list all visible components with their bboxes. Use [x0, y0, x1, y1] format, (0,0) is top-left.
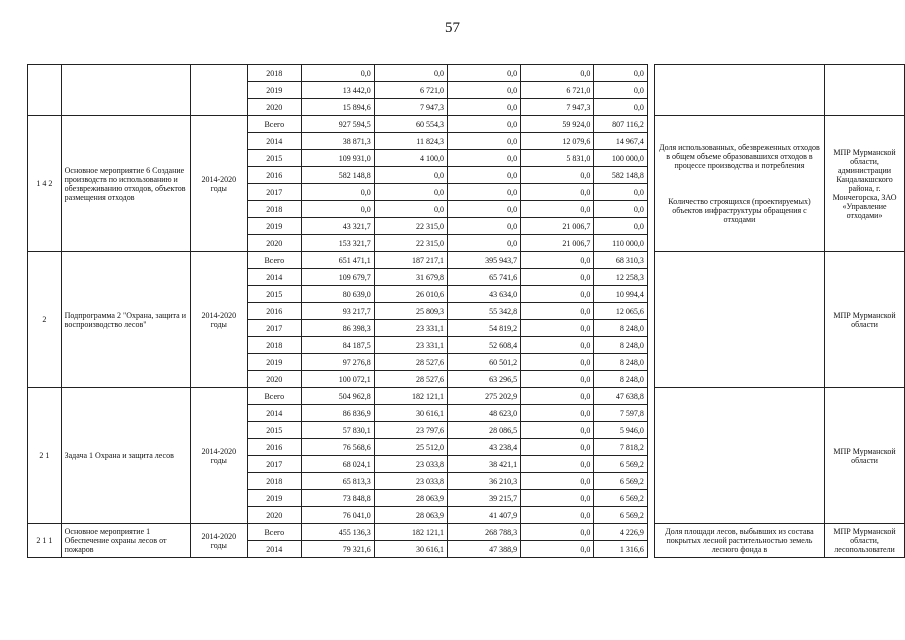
- value-cell: 0,0: [374, 167, 447, 184]
- item-name: [61, 65, 190, 116]
- executor-cell: МПР Мурманской области: [825, 252, 905, 388]
- value-cell: 4 100,0: [374, 150, 447, 167]
- year-cell: 2014: [248, 133, 302, 150]
- value-cell: 23 331,1: [374, 320, 447, 337]
- value-cell: 39 215,7: [447, 490, 520, 507]
- item-number: 2 1: [28, 388, 62, 524]
- year-cell: 2017: [248, 456, 302, 473]
- value-cell: 28 527,6: [374, 354, 447, 371]
- value-cell: 6 569,2: [594, 507, 648, 524]
- value-cell: 23 797,6: [374, 422, 447, 439]
- value-cell: 0,0: [521, 269, 594, 286]
- value-cell: 43 321,7: [301, 218, 374, 235]
- value-cell: 0,0: [521, 439, 594, 456]
- value-cell: 13 442,0: [301, 82, 374, 99]
- value-cell: 12 065,6: [594, 303, 648, 320]
- indicator-cell: [654, 65, 824, 116]
- value-cell: 41 407,9: [447, 507, 520, 524]
- value-cell: 0,0: [521, 422, 594, 439]
- value-cell: 109 679,7: [301, 269, 374, 286]
- value-cell: 76 568,6: [301, 439, 374, 456]
- value-cell: 0,0: [447, 235, 520, 252]
- value-cell: 0,0: [594, 201, 648, 218]
- year-cell: 2019: [248, 218, 302, 235]
- indicator-cell: [654, 388, 824, 524]
- column-gap: [647, 252, 654, 388]
- value-cell: 0,0: [521, 320, 594, 337]
- value-cell: 55 342,8: [447, 303, 520, 320]
- value-cell: 60 554,3: [374, 116, 447, 133]
- page-number: 57: [445, 20, 460, 36]
- item-period: 2014-2020 годы: [190, 388, 247, 524]
- value-cell: 275 202,9: [447, 388, 520, 405]
- year-cell: 2020: [248, 99, 302, 116]
- value-cell: 30 616,1: [374, 541, 447, 558]
- table-row: [28, 524, 905, 541]
- year-cell: 2016: [248, 167, 302, 184]
- year-cell: 2020: [248, 371, 302, 388]
- item-number: 2 1 1: [28, 524, 62, 558]
- budget-table: [27, 64, 905, 558]
- value-cell: 0,0: [447, 99, 520, 116]
- year-cell: 2019: [248, 354, 302, 371]
- value-cell: 0,0: [301, 65, 374, 82]
- value-cell: 59 924,0: [521, 116, 594, 133]
- value-cell: 12 258,3: [594, 269, 648, 286]
- column-gap: [647, 65, 654, 116]
- value-cell: 8 248,0: [594, 320, 648, 337]
- value-cell: 0,0: [521, 524, 594, 541]
- value-cell: 8 248,0: [594, 337, 648, 354]
- value-cell: 0,0: [521, 371, 594, 388]
- year-cell: Всего: [248, 388, 302, 405]
- value-cell: 1 316,6: [594, 541, 648, 558]
- value-cell: 8 248,0: [594, 371, 648, 388]
- value-cell: 0,0: [521, 354, 594, 371]
- value-cell: 0,0: [447, 133, 520, 150]
- column-gap: [647, 116, 654, 252]
- value-cell: 65 813,3: [301, 473, 374, 490]
- value-cell: 84 187,5: [301, 337, 374, 354]
- value-cell: 63 296,5: [447, 371, 520, 388]
- value-cell: 28 086,5: [447, 422, 520, 439]
- value-cell: 23 033,8: [374, 473, 447, 490]
- year-cell: Всего: [248, 116, 302, 133]
- value-cell: 93 217,7: [301, 303, 374, 320]
- value-cell: 6 721,0: [521, 82, 594, 99]
- value-cell: 0,0: [374, 201, 447, 218]
- value-cell: 0,0: [301, 201, 374, 218]
- value-cell: 0,0: [447, 167, 520, 184]
- year-cell: 2015: [248, 422, 302, 439]
- value-cell: 7 597,8: [594, 405, 648, 422]
- value-cell: 927 594,5: [301, 116, 374, 133]
- value-cell: 31 679,8: [374, 269, 447, 286]
- value-cell: 0,0: [521, 507, 594, 524]
- year-cell: 2018: [248, 65, 302, 82]
- value-cell: 0,0: [374, 184, 447, 201]
- value-cell: 0,0: [521, 303, 594, 320]
- value-cell: 0,0: [594, 82, 648, 99]
- value-cell: 52 608,4: [447, 337, 520, 354]
- value-cell: 0,0: [447, 184, 520, 201]
- executor-cell: МПР Мурманской области: [825, 388, 905, 524]
- executor-cell: МПР Мурманской области, лесопользователи: [825, 524, 905, 558]
- value-cell: 7 818,2: [594, 439, 648, 456]
- year-cell: 2014: [248, 541, 302, 558]
- value-cell: 0,0: [521, 405, 594, 422]
- column-gap: [647, 524, 654, 558]
- year-cell: 2016: [248, 303, 302, 320]
- item-name: Задача 1 Охрана и защита лесов: [61, 388, 190, 524]
- table-row: [28, 116, 905, 133]
- table-body: [28, 65, 905, 558]
- value-cell: 0,0: [594, 65, 648, 82]
- table-row: [28, 252, 905, 269]
- value-cell: 43 238,4: [447, 439, 520, 456]
- value-cell: 109 931,0: [301, 150, 374, 167]
- value-cell: 30 616,1: [374, 405, 447, 422]
- year-cell: 2015: [248, 286, 302, 303]
- value-cell: 6 721,0: [374, 82, 447, 99]
- value-cell: 0,0: [521, 388, 594, 405]
- value-cell: 0,0: [521, 456, 594, 473]
- value-cell: 100 000,0: [594, 150, 648, 167]
- item-number: 1 4 2: [28, 116, 62, 252]
- value-cell: 6 569,2: [594, 473, 648, 490]
- value-cell: 73 848,8: [301, 490, 374, 507]
- value-cell: 22 315,0: [374, 235, 447, 252]
- value-cell: 28 063,9: [374, 507, 447, 524]
- item-period: 2014-2020 годы: [190, 116, 247, 252]
- value-cell: 5 831,0: [521, 150, 594, 167]
- value-cell: 0,0: [447, 116, 520, 133]
- value-cell: 182 121,1: [374, 524, 447, 541]
- value-cell: 0,0: [521, 490, 594, 507]
- executor-cell: [825, 65, 905, 116]
- value-cell: 28 527,6: [374, 371, 447, 388]
- value-cell: 807 116,2: [594, 116, 648, 133]
- value-cell: 7 947,3: [521, 99, 594, 116]
- year-cell: Всего: [248, 524, 302, 541]
- year-cell: 2016: [248, 439, 302, 456]
- item-name: Основное мероприятие 1 Обеспечение охраны лесов от пожаров: [61, 524, 190, 558]
- item-period: [190, 65, 247, 116]
- value-cell: 0,0: [301, 184, 374, 201]
- value-cell: 0,0: [447, 218, 520, 235]
- value-cell: 6 569,2: [594, 456, 648, 473]
- value-cell: 60 501,2: [447, 354, 520, 371]
- indicator-cell: [654, 252, 824, 388]
- executor-cell: МПР Мурманской области, администрации Кандалакшского района, г. Мончегорска, ЗАО «Управление отходами»: [825, 116, 905, 252]
- year-cell: 2017: [248, 320, 302, 337]
- value-cell: 5 946,0: [594, 422, 648, 439]
- value-cell: 0,0: [521, 201, 594, 218]
- value-cell: 6 569,2: [594, 490, 648, 507]
- value-cell: 395 943,7: [447, 252, 520, 269]
- value-cell: 26 010,6: [374, 286, 447, 303]
- value-cell: 0,0: [521, 286, 594, 303]
- value-cell: 80 639,0: [301, 286, 374, 303]
- item-name: Подпрограмма 2 "Охрана, защита и воспроизводство лесов": [61, 252, 190, 388]
- value-cell: 86 398,3: [301, 320, 374, 337]
- year-cell: 2014: [248, 405, 302, 422]
- value-cell: 0,0: [447, 150, 520, 167]
- indicator-cell: Доля использованных, обезвреженных отходов в общем объеме образовавшихся отходов в процессе производства и потребления Количество строящихся (проектируемых) объектов инфраструктуры обращения с отходами: [654, 116, 824, 252]
- value-cell: 36 210,3: [447, 473, 520, 490]
- value-cell: 268 788,3: [447, 524, 520, 541]
- year-cell: 2018: [248, 337, 302, 354]
- value-cell: 48 623,0: [447, 405, 520, 422]
- value-cell: 110 000,0: [594, 235, 648, 252]
- value-cell: 68 310,3: [594, 252, 648, 269]
- year-cell: 2018: [248, 201, 302, 218]
- value-cell: 100 072,1: [301, 371, 374, 388]
- value-cell: 43 634,0: [447, 286, 520, 303]
- item-period: 2014-2020 годы: [190, 524, 247, 558]
- value-cell: 15 894,6: [301, 99, 374, 116]
- value-cell: 47 638,8: [594, 388, 648, 405]
- value-cell: 504 962,8: [301, 388, 374, 405]
- value-cell: 0,0: [521, 337, 594, 354]
- year-cell: 2020: [248, 235, 302, 252]
- value-cell: 8 248,0: [594, 354, 648, 371]
- value-cell: 0,0: [374, 65, 447, 82]
- value-cell: 22 315,0: [374, 218, 447, 235]
- value-cell: 455 136,3: [301, 524, 374, 541]
- value-cell: 582 148,8: [594, 167, 648, 184]
- item-number: 2: [28, 252, 62, 388]
- value-cell: 38 421,1: [447, 456, 520, 473]
- year-cell: 2020: [248, 507, 302, 524]
- value-cell: 12 079,6: [521, 133, 594, 150]
- value-cell: 25 809,3: [374, 303, 447, 320]
- value-cell: 23 331,1: [374, 337, 447, 354]
- value-cell: 14 967,4: [594, 133, 648, 150]
- value-cell: 582 148,8: [301, 167, 374, 184]
- table-row: [28, 388, 905, 405]
- value-cell: 97 276,8: [301, 354, 374, 371]
- value-cell: 0,0: [521, 252, 594, 269]
- value-cell: 21 006,7: [521, 235, 594, 252]
- year-cell: 2018: [248, 473, 302, 490]
- table-row: [28, 65, 905, 82]
- value-cell: 25 512,0: [374, 439, 447, 456]
- value-cell: 0,0: [521, 167, 594, 184]
- item-period: 2014-2020 годы: [190, 252, 247, 388]
- value-cell: 79 321,6: [301, 541, 374, 558]
- year-cell: 2014: [248, 269, 302, 286]
- value-cell: 0,0: [594, 99, 648, 116]
- value-cell: 68 024,1: [301, 456, 374, 473]
- value-cell: 0,0: [521, 541, 594, 558]
- value-cell: 0,0: [594, 218, 648, 235]
- year-cell: 2019: [248, 490, 302, 507]
- value-cell: 76 041,0: [301, 507, 374, 524]
- value-cell: 21 006,7: [521, 218, 594, 235]
- value-cell: 11 824,3: [374, 133, 447, 150]
- indicator-cell: Доля площади лесов, выбывших из состава покрытых лесной растительностью земель лесного фонда в: [654, 524, 824, 558]
- year-cell: Всего: [248, 252, 302, 269]
- value-cell: 0,0: [521, 473, 594, 490]
- value-cell: 0,0: [447, 82, 520, 99]
- value-cell: 54 819,2: [447, 320, 520, 337]
- year-cell: 2015: [248, 150, 302, 167]
- value-cell: 182 121,1: [374, 388, 447, 405]
- value-cell: 0,0: [447, 65, 520, 82]
- year-cell: 2017: [248, 184, 302, 201]
- year-cell: 2019: [248, 82, 302, 99]
- value-cell: 28 063,9: [374, 490, 447, 507]
- value-cell: 57 830,1: [301, 422, 374, 439]
- value-cell: 0,0: [594, 184, 648, 201]
- value-cell: 38 871,3: [301, 133, 374, 150]
- value-cell: 4 226,9: [594, 524, 648, 541]
- item-number: [28, 65, 62, 116]
- value-cell: 7 947,3: [374, 99, 447, 116]
- value-cell: 651 471,1: [301, 252, 374, 269]
- value-cell: 0,0: [521, 184, 594, 201]
- value-cell: 47 388,9: [447, 541, 520, 558]
- value-cell: 65 741,6: [447, 269, 520, 286]
- column-gap: [647, 388, 654, 524]
- value-cell: 0,0: [447, 201, 520, 218]
- item-name: Основное мероприятие 6 Создание производств по использованию и обезвреживанию отходов, объектов размещения отходов: [61, 116, 190, 252]
- value-cell: 153 321,7: [301, 235, 374, 252]
- value-cell: 0,0: [521, 65, 594, 82]
- value-cell: 187 217,1: [374, 252, 447, 269]
- value-cell: 10 994,4: [594, 286, 648, 303]
- value-cell: 86 836,9: [301, 405, 374, 422]
- value-cell: 23 033,8: [374, 456, 447, 473]
